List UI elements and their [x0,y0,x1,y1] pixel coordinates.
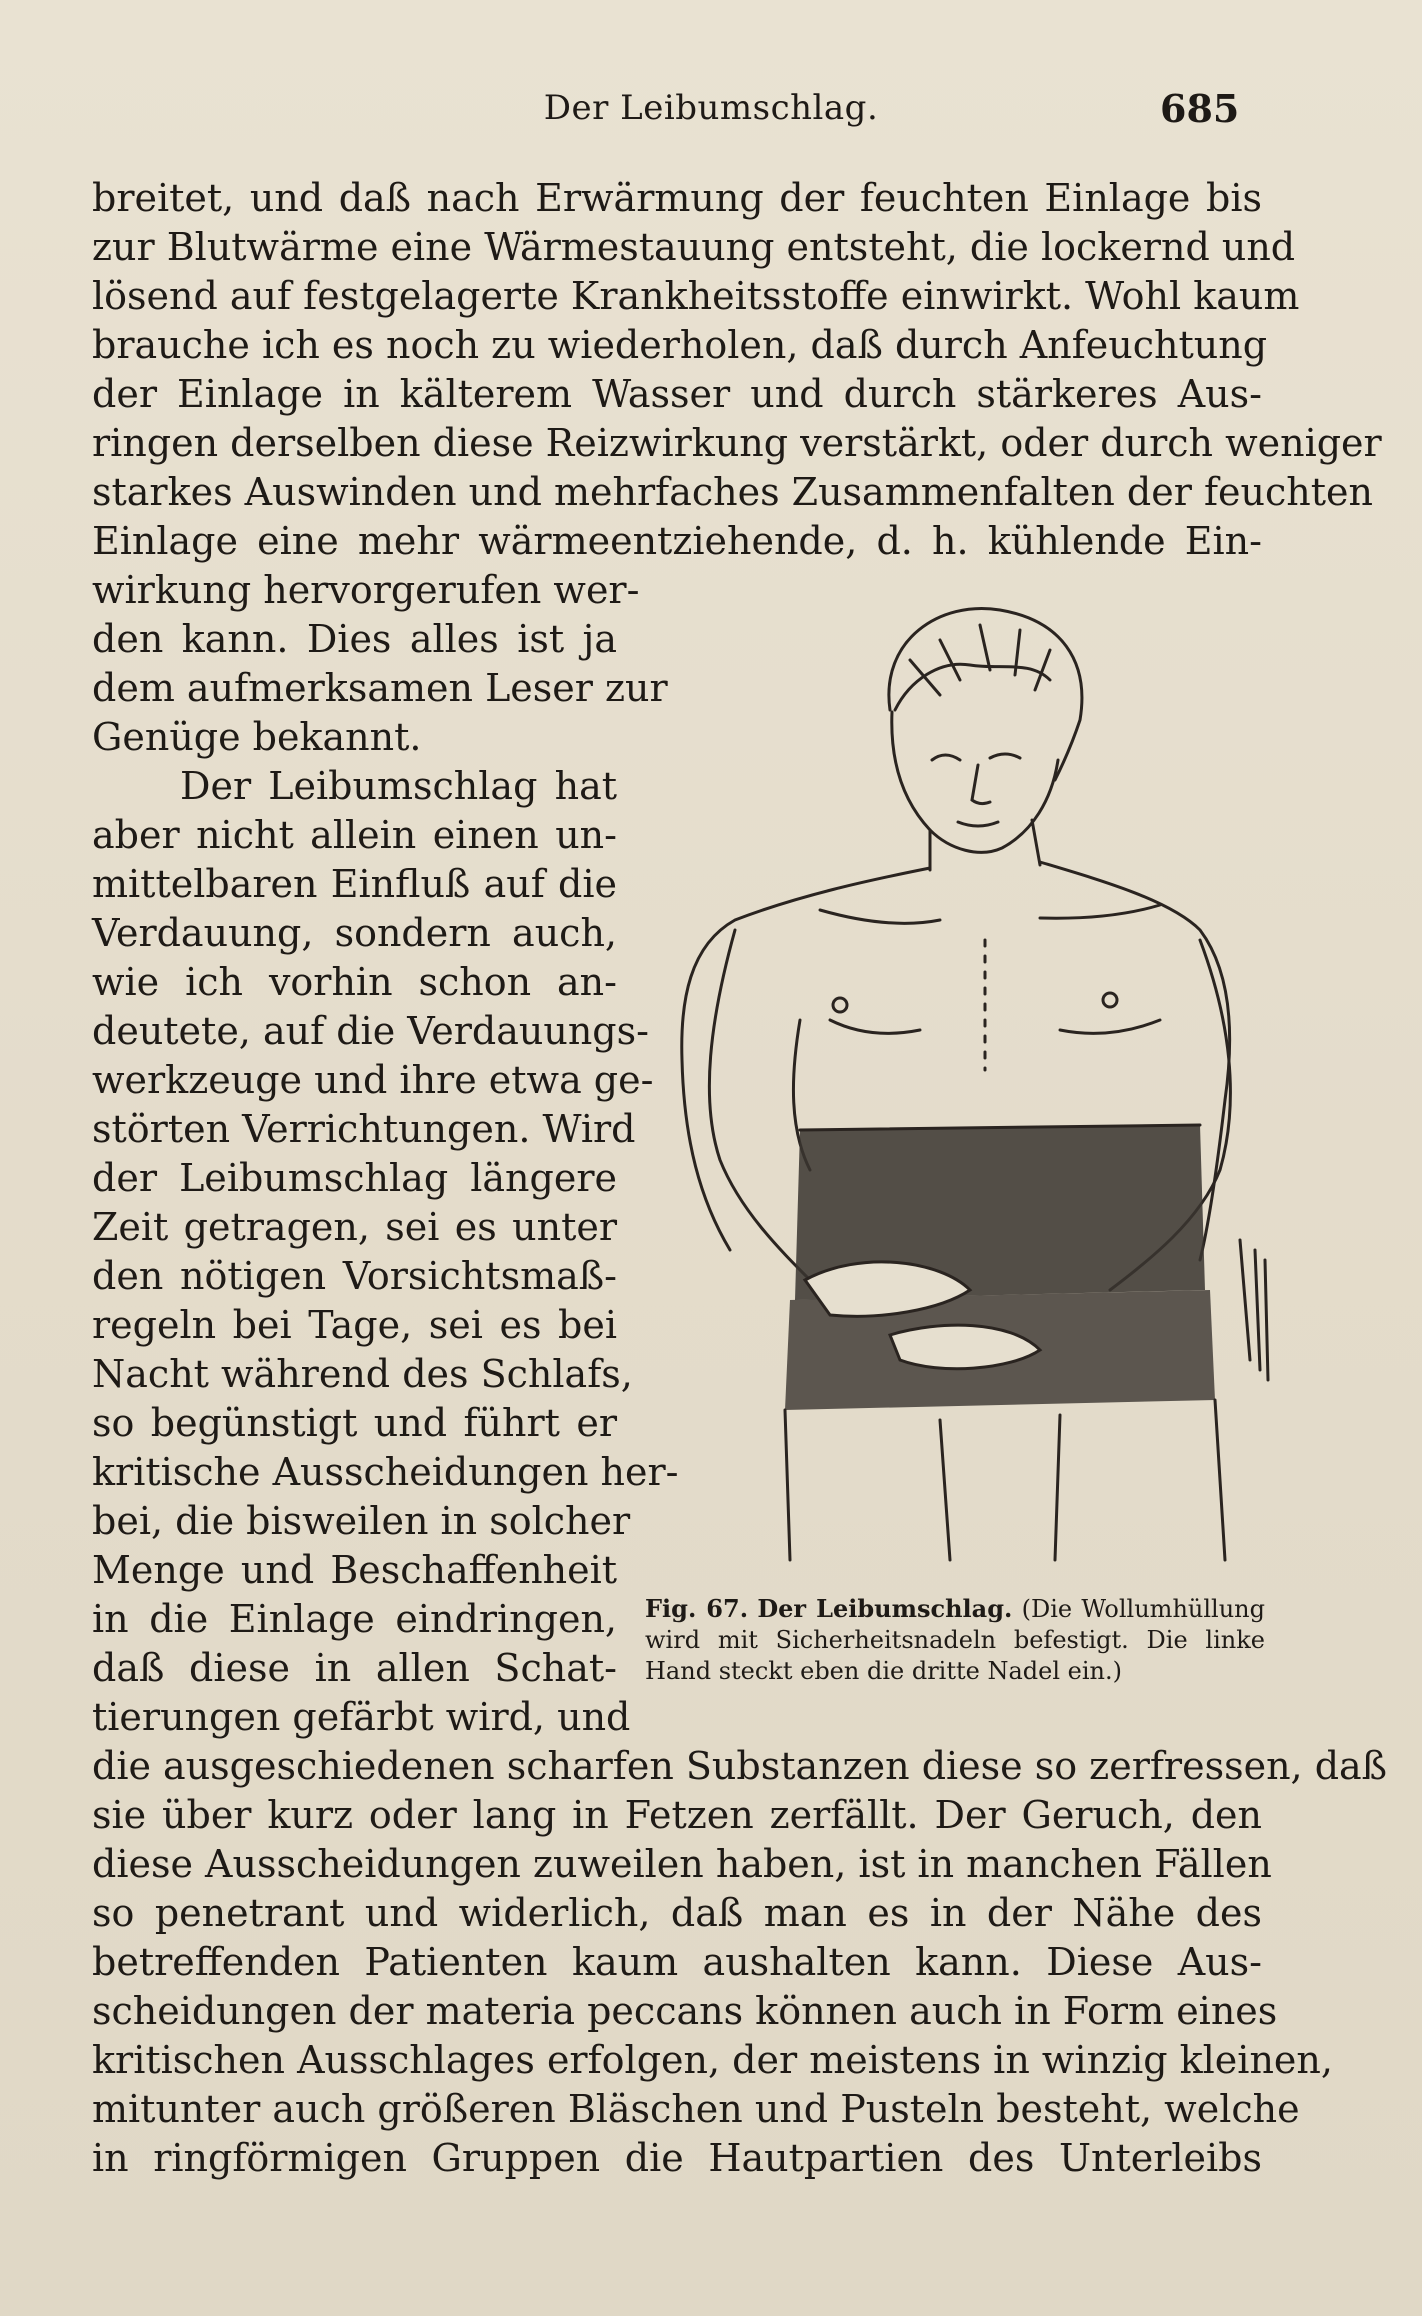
text-line: starkes Auswinden und mehrfaches Zusammenfalten der feuchten [92,470,1373,514]
text-line: so penetrant und widerlich, daß man es in der Nähe des [92,1891,1262,1935]
text-line: werkzeuge und ihre etwa ge- [92,1058,654,1102]
text-line: wirkung hervorgerufen wer- [92,568,640,612]
text-line: dem aufmerksamen Leser zur [92,666,668,710]
text-line: kritischen Ausschlages erfolgen, der meistens in winzig kleinen, [92,2038,1333,2082]
text-line: bei, die bisweilen in solcher [92,1499,631,1543]
text-line: brauche ich es noch zu wiederholen, daß durch Anfeuchtung [92,323,1268,367]
text-line: störten Verrichtungen. Wird [92,1107,636,1151]
text-line: den kann. Dies alles ist ja [92,617,617,661]
text-line: betreffenden Patienten kaum aushalten kann. Diese Aus- [92,1940,1262,1984]
text-line: mitunter auch größeren Bläschen und Pusteln besteht, welche [92,2087,1300,2131]
text-line: Der Leibumschlag hat [180,764,617,808]
text-line: sie über kurz oder lang in Fetzen zerfällt. Der Geruch, den [92,1793,1262,1837]
text-line: mittelbaren Einfluß auf die [92,862,617,906]
text-line: Zeit getragen, sei es unter [92,1205,617,1249]
text-line: tierungen gefärbt wird, und [92,1695,631,1739]
figure-title: Der Leibumschlag. [757,1594,1013,1623]
text-line: zur Blutwärme eine Wärmestauung entsteht, die lockernd und [92,225,1296,269]
man-with-abdominal-wrap-illustration [640,600,1280,1580]
text-line: regeln bei Tage, sei es bei [92,1303,617,1347]
text-line: Genüge bekannt. [92,715,422,759]
text-line: den nötigen Vorsichtsmaß- [92,1254,617,1298]
text-line: kritische Ausscheidungen her- [92,1450,679,1494]
text-line: daß diese in allen Schat- [92,1646,617,1690]
text-line: deutete, auf die Verdauungs- [92,1009,649,1053]
text-line: wie ich vorhin schon an- [92,960,617,1004]
text-line: Einlage eine mehr wärmeentziehende, d. h. kühlende Ein- [92,519,1262,563]
text-line: Menge und Beschaffenheit [92,1548,617,1592]
text-line: breitet, und daß nach Erwärmung der feuchten Einlage bis [92,176,1262,220]
figure-caption [645,1593,1265,1687]
text-line: diese Ausscheidungen zuweilen haben, ist in manchen Fällen [92,1842,1272,1886]
text-line: Verdauung, sondern auch, [92,911,617,955]
text-line: aber nicht allein einen un- [92,813,617,857]
figure-note: (Die Wollumhüllung wird mit Sicherheitsnadeln befestigt. Die linke Hand steckt eben die dritte Nadel ein.) [645,1595,1265,1685]
figure-label: Fig. 67. [645,1594,749,1623]
text-line: Nacht während des Schlafs, [92,1352,633,1396]
page-number: 685 [1160,86,1240,131]
text-line: der Leibumschlag längere [92,1156,617,1200]
text-line: der Einlage in kälterem Wasser und durch stärkeres Aus- [92,372,1262,416]
text-line: so begünstigt und führt er [92,1401,617,1445]
text-line: in ringförmigen Gruppen die Hautpartien des Unterleibs [92,2136,1262,2180]
text-line: ringen derselben diese Reizwirkung verstärkt, oder durch weniger [92,421,1382,465]
running-title: Der Leibumschlag. [543,88,879,128]
text-line: in die Einlage eindringen, [92,1597,617,1641]
text-line: lösend auf festgelagerte Krankheitsstoffe einwirkt. Wohl kaum [92,274,1300,318]
figure-illustration [640,600,1280,1580]
text-line: scheidungen der materia peccans können auch in Form eines [92,1989,1278,2033]
text-line: die ausgeschiedenen scharfen Substanzen diese so zerfressen, daß [92,1744,1388,1788]
